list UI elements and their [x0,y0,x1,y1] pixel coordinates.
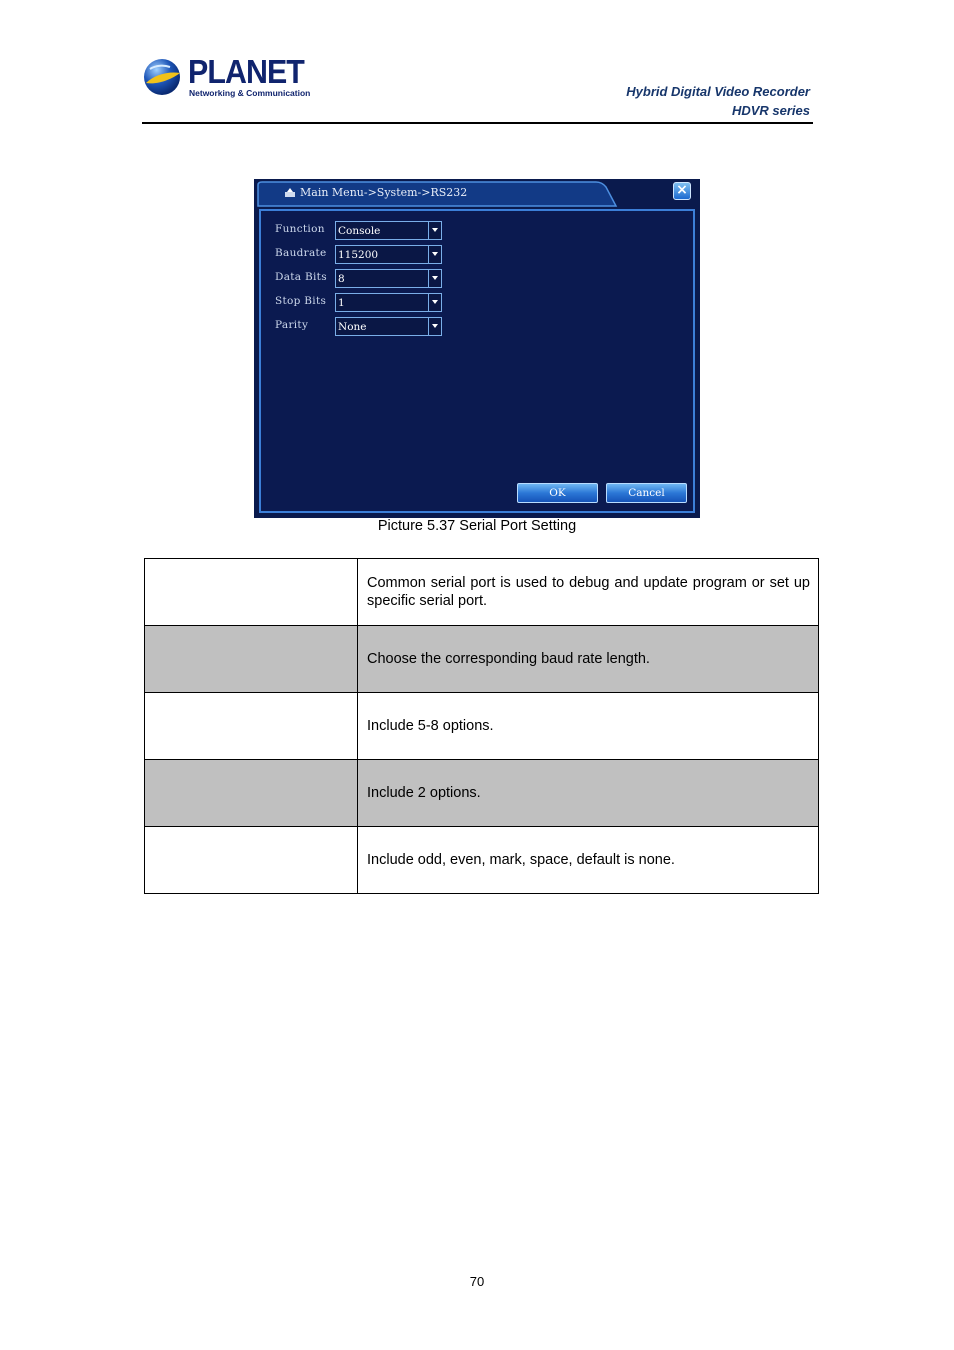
field-label: Data Bits [275,271,327,283]
chevron-down-icon[interactable] [428,294,441,311]
page-number: 70 [469,1274,485,1289]
field-value: 115200 [338,249,379,261]
chevron-down-icon[interactable] [428,222,441,239]
product-series: HDVR series [731,103,810,118]
parameter-description: Include 5-8 options. [358,693,819,760]
figure-caption: Picture 5.37 Serial Port Setting [377,518,577,534]
data-bits-select[interactable] [335,269,442,288]
chevron-down-icon[interactable] [428,270,441,287]
planet-logo [142,55,312,101]
chevron-down-icon[interactable] [428,246,441,263]
globe-icon [142,57,182,97]
parity-select[interactable] [335,317,442,336]
product-title: Hybrid Digital Video Recorder [626,84,810,99]
stop-bits-select[interactable] [335,293,442,312]
function-select[interactable] [335,221,442,240]
parameter-name [145,827,358,894]
table-row [145,626,819,693]
dialog-title: Main Menu->System->RS232 [300,186,468,199]
table-row [145,559,819,626]
dialog-panel [259,209,695,513]
parameter-name [145,626,358,693]
table-row [145,693,819,760]
baudrate-select[interactable] [335,245,442,264]
field-value: None [338,321,367,333]
parameter-description: Choose the corresponding baud rate length. [358,626,819,693]
parameter-table [144,558,819,894]
field-label: Baudrate [275,247,327,259]
table-row [145,827,819,894]
field-label: Stop Bits [275,295,327,307]
field-value: 1 [338,297,345,309]
parameter-description: Include odd, even, mark, space, default is none. [358,827,819,894]
parameter-description: Include 2 options. [358,760,819,827]
field-value: Console [338,225,381,237]
menu-tools-icon [284,187,296,198]
logo-subtitle: Networking & Communication [189,88,311,98]
chevron-down-icon[interactable] [428,318,441,335]
cancel-button[interactable]: Cancel [606,483,687,503]
rs232-dialog-screenshot [254,179,700,518]
parameter-description: Common serial port is used to debug and update program or set up specific serial port. [358,559,819,626]
field-label: Function [275,223,325,235]
field-value: 8 [338,273,345,285]
header-divider [142,122,813,124]
table-row [145,760,819,827]
parameter-name [145,760,358,827]
product-header [626,82,810,120]
field-label: Parity [275,319,309,331]
close-icon[interactable]: × [673,182,691,200]
ok-button[interactable]: OK [517,483,598,503]
parameter-name [145,559,358,626]
parameter-name [145,693,358,760]
logo-wordmark: PLANET [188,53,304,90]
